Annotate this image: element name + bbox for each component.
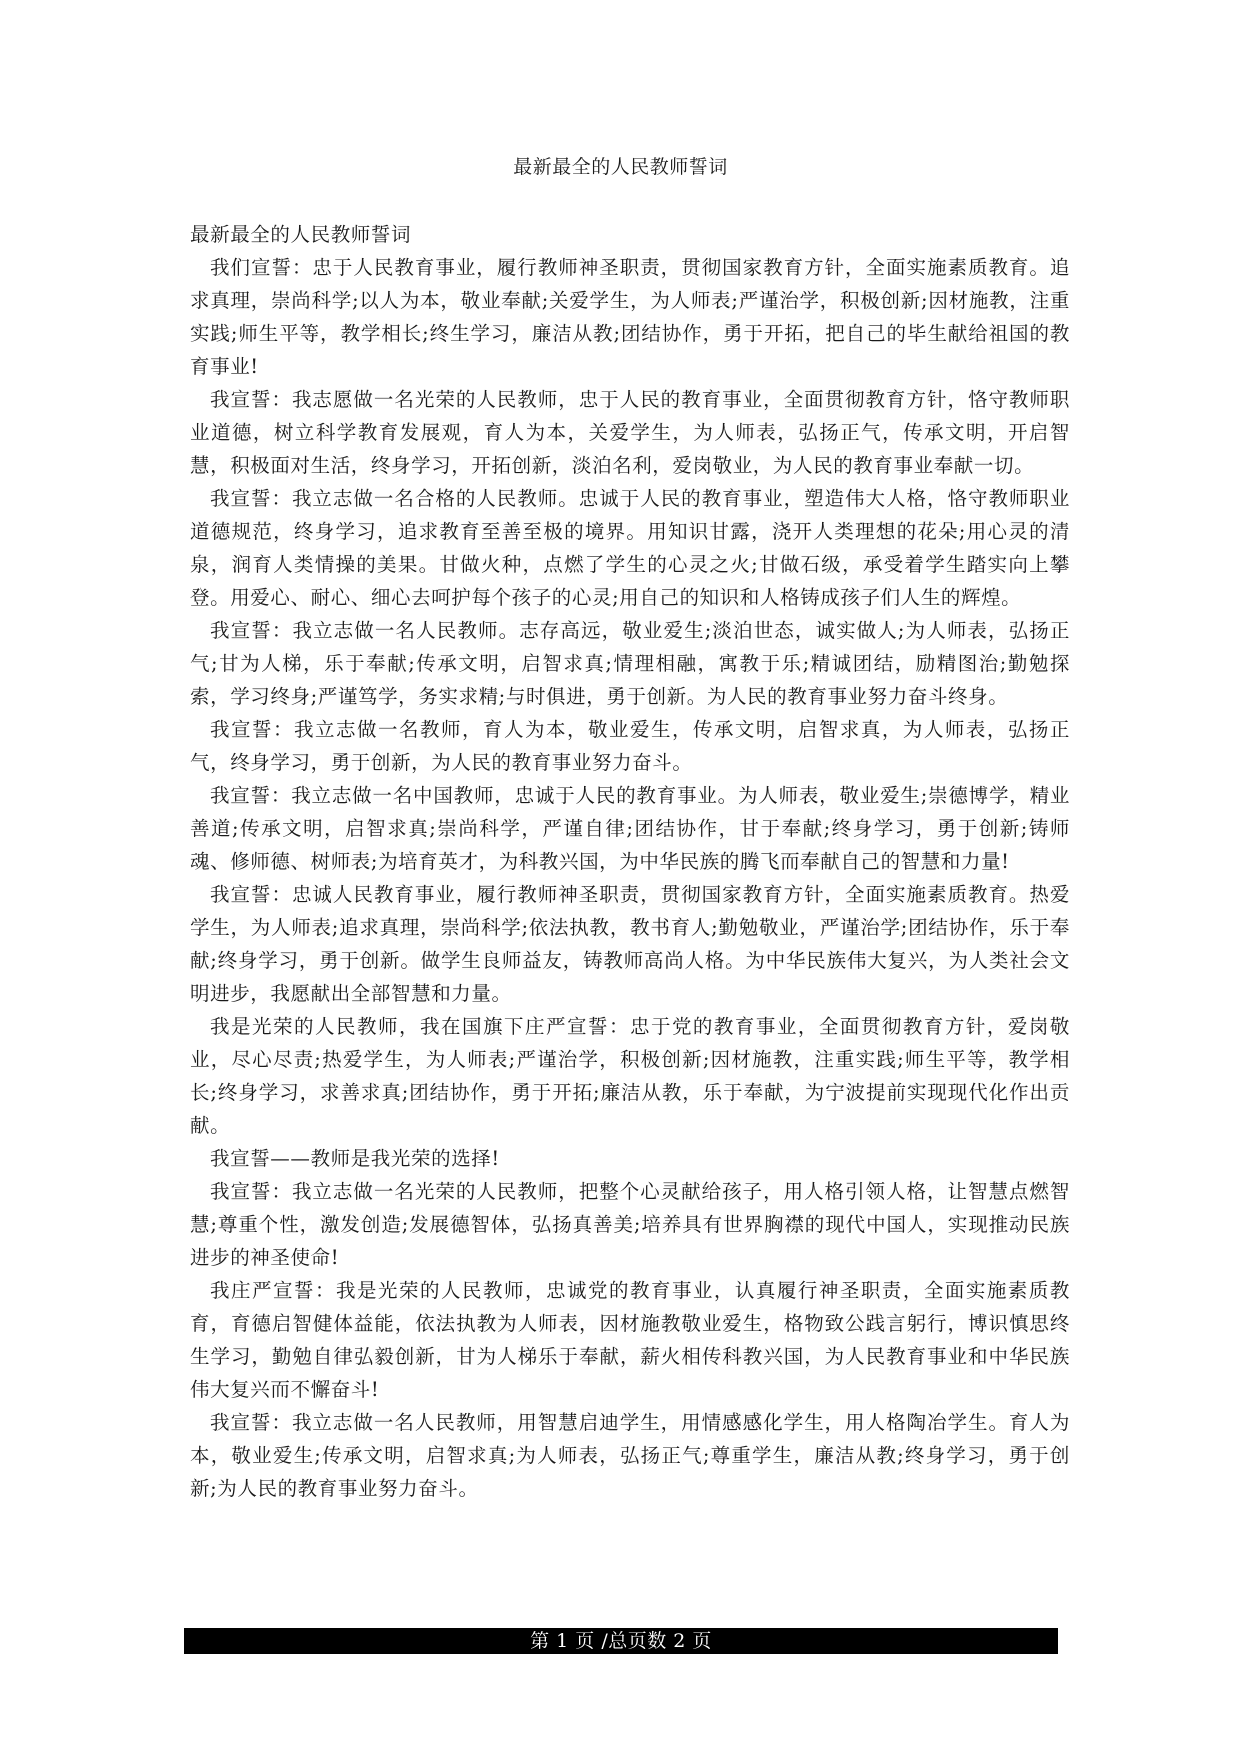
oath-paragraph: 我宣誓：我立志做一名中国教师，忠诚于人民的教育事业。为人师表，敬业爱生;崇德博学，精业善道;传承文明，启智求真;崇尚科学，严谨自律;团结协作，甘于奉献;终身学习，勇于创新;铸师魂、修师德、树师表;为培育英才，为科教兴国，为中华民族的腾飞而奉献自己的智慧和力量! [190,784,1070,873]
oath-paragraph: 我宣誓：忠诚人民教育事业，履行教师神圣职责，贯彻国家教育方针，全面实施素质教育。热爱学生，为人师表;追求真理，崇尚科学;依法执教，教书育人;勤勉敬业，严谨治学;团结协作，乐于奉献;终身学习，勇于创新。做学生良师益友，铸教师高尚人格。为中华民族伟大复兴，为人类社会文明进步，我愿献出全部智慧和力量。 [190,883,1070,1005]
oath-paragraph: 我是光荣的人民教师，我在国旗下庄严宣誓：忠于党的教育事业，全面贯彻教育方针，爱岗敬业，尽心尽责;热爱学生，为人师表;严谨治学，积极创新;因材施教，注重实践;师生平等，教学相长;终身学习，求善求真;团结协作，勇于开拓;廉洁从教，乐于奉献，为宁波提前实现现代化作出贡献。 [190,1015,1070,1137]
oath-paragraph: 我宣誓——教师是我光荣的选择! [210,1147,500,1170]
oath-paragraph: 我们宣誓：忠于人民教育事业，履行教师神圣职责，贯彻国家教育方针，全面实施素质教育。追求真理，崇尚科学;以人为本，敬业奉献;关爱学生，为人师表;严谨治学，积极创新;因材施教，注重实践;师生平等，教学相长;终生学习，廉洁从教;团结协作，勇于开拓，把自己的毕生献给祖国的教育事业! [190,256,1070,378]
page-number-label: 第 1 页 /总页数 2 页 [530,1630,712,1652]
oath-paragraph: 我宣誓：我立志做一名教师，育人为本，敬业爱生，传承文明，启智求真，为人师表，弘扬正气，终身学习，勇于创新，为人民的教育事业努力奋斗。 [190,718,1070,774]
oath-paragraph: 我宣誓：我立志做一名合格的人民教师。忠诚于人民的教育事业，塑造伟大人格，恪守教师职业道德规范，终身学习，追求教育至善至极的境界。用知识甘露，浇开人类理想的花朵;用心灵的清泉，润育人类情操的美果。甘做火种，点燃了学生的心灵之火;甘做石级，承受着学生踏实向上攀登。用爱心、耐心、细心去呵护每个孩子的心灵;用自己的知识和人格铸成孩子们人生的辉煌。 [190,487,1070,609]
page-footer-bar [184,1628,1058,1654]
oath-paragraph: 我宣誓：我立志做一名人民教师。志存高远，敬业爱生;淡泊世态，诚实做人;为人师表，弘扬正气;甘为人梯，乐于奉献;传承文明，启智求真;情理相融，寓教于乐;精诚团结，励精图治;勤勉探索，学习终身;严谨笃学，务实求精;与时俱进，勇于创新。为人民的教育事业努力奋斗终身。 [190,619,1070,708]
oath-paragraph: 我宣誓：我立志做一名光荣的人民教师，把整个心灵献给孩子，用人格引领人格，让智慧点燃智慧;尊重个性，激发创造;发展德智体，弘扬真善美;培养具有世界胸襟的现代中国人，实现推动民族进步的神圣使命! [190,1180,1070,1269]
oath-paragraph: 我宣誓：我志愿做一名光荣的人民教师，忠于人民的教育事业，全面贯彻教育方针，恪守教师职业道德，树立科学教育发展观，育人为本，关爱学生，为人师表，弘扬正气，传承文明，开启智慧，积极面对生活，终身学习，开拓创新，淡泊名利，爱岗敬业，为人民的教育事业奉献一切。 [190,388,1070,477]
oath-paragraph: 我庄严宣誓：我是光荣的人民教师，忠诚党的教育事业，认真履行神圣职责，全面实施素质教育，育德启智健体益能，依法执教为人师表，因材施教敬业爱生，格物致公践言躬行，博识慎思终生学习，勤勉自律弘毅创新，甘为人梯乐于奉献，薪火相传科教兴国，为人民教育事业和中华民族伟大复兴而不懈奋斗! [190,1279,1070,1401]
document-body [190,218,1070,1505]
oath-paragraph: 我宣誓：我立志做一名人民教师，用智慧启迪学生，用情感感化学生，用人格陶冶学生。育人为本，敬业爱生;传承文明，启智求真;为人师表，弘扬正气;尊重学生，廉洁从教;终身学习，勇于创新;为人民的教育事业努力奋斗。 [190,1411,1070,1500]
document-subtitle: 最新最全的人民教师誓词 [190,223,412,246]
document-title: 最新最全的人民教师誓词 [513,156,728,178]
